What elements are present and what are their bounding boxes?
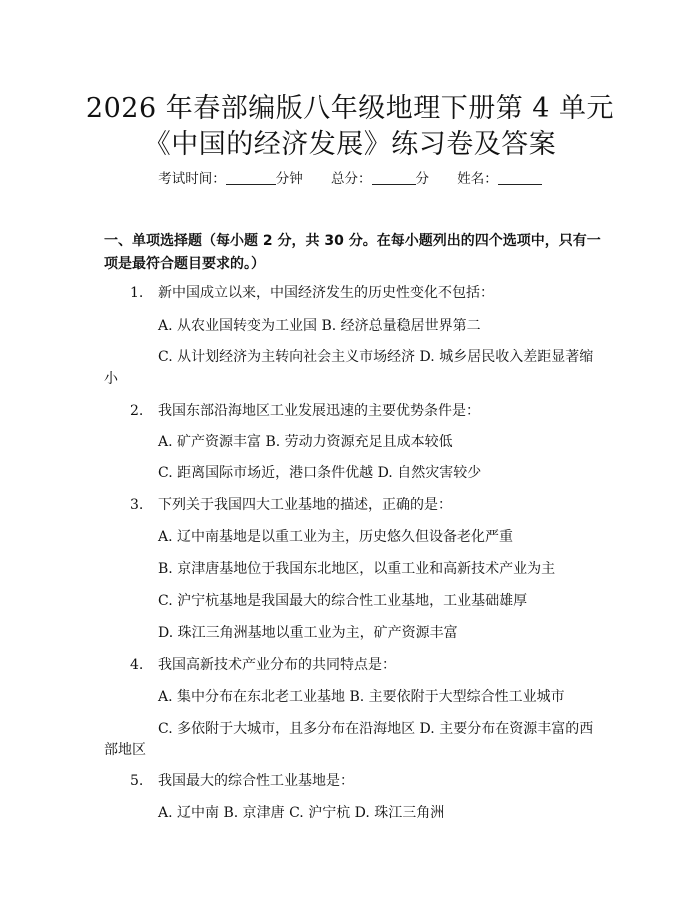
student-name-blank xyxy=(498,171,542,185)
question-4-options-row-1: A. 集中分布在东北老工业基地 B. 主要依附于大型综合性工业城市 xyxy=(158,689,565,705)
question-3-option-a: A. 辽中南基地是以重工业为主，历史悠久但设备老化严重 xyxy=(158,529,514,545)
student-name-field xyxy=(457,171,542,187)
exam-info-bar xyxy=(0,167,700,187)
question-number: 4. xyxy=(130,657,144,673)
total-score-unit: 分 xyxy=(415,171,429,187)
question-1 xyxy=(130,282,494,302)
question-3 xyxy=(130,494,452,514)
exam-time-unit: 分钟 xyxy=(275,171,303,187)
question-5 xyxy=(130,770,354,790)
page-title-line-2: 《中国的经济发展》练习卷及答案 xyxy=(143,129,557,160)
question-number: 2. xyxy=(130,403,144,419)
question-5-options-row-1: A. 辽中南 B. 京津唐 C. 沪宁杭 D. 珠江三角洲 xyxy=(158,805,445,821)
question-number: 3. xyxy=(130,497,144,513)
question-4-options-continuation: 部地区 xyxy=(104,742,146,758)
page-title-line-1: 2026 年春部编版八年级地理下册第 4 单元 xyxy=(85,93,615,124)
total-score-label: 总分： xyxy=(331,171,372,187)
question-stem: 新中国成立以来，中国经济发生的历史性变化不包括： xyxy=(158,285,494,301)
question-1-options-row-2: C. 从计划经济为主转向社会主义市场经济 D. 城乡居民收入差距显著缩 xyxy=(158,349,594,365)
question-3-option-b: B. 京津唐基地位于我国东北地区，以重工业和高新技术产业为主 xyxy=(158,561,556,577)
exam-time-blank xyxy=(226,171,276,185)
question-stem: 我国东部沿海地区工业发展迅速的主要优势条件是： xyxy=(158,403,480,419)
exam-time-label: 考试时间： xyxy=(158,171,226,187)
question-1-options-row-1: A. 从农业国转变为工业国 B. 经济总量稳居世界第二 xyxy=(158,318,481,334)
question-stem: 我国最大的综合性工业基地是： xyxy=(158,773,354,789)
student-name-label: 姓名： xyxy=(457,171,498,187)
question-number: 1. xyxy=(130,285,144,301)
question-4 xyxy=(130,654,396,674)
question-2-options-row-2: C. 距离国际市场近，港口条件优越 D. 自然灾害较少 xyxy=(158,465,482,481)
question-3-option-c: C. 沪宁杭基地是我国最大的综合性工业基地，工业基础雄厚 xyxy=(158,593,528,609)
question-2-options-row-1: A. 矿产资源丰富 B. 劳动力资源充足且成本较低 xyxy=(158,434,453,450)
section-heading: 一、单项选择题（每小题 2 分，共 30 分。在每小题列出的四个选项中，只有一项是最符合题目要求的。） xyxy=(104,233,601,272)
question-3-option-d: D. 珠江三角洲基地以重工业为主，矿产资源丰富 xyxy=(158,625,458,641)
exam-time-field xyxy=(158,171,307,187)
question-1-options-continuation: 小 xyxy=(104,371,118,387)
question-2 xyxy=(130,400,480,420)
question-4-options-row-2: C. 多依附于大城市，且多分布在沿海地区 D. 主要分布在资源丰富的西 xyxy=(158,721,594,737)
total-score-blank xyxy=(372,171,416,185)
question-number: 5. xyxy=(130,773,144,789)
total-score-field xyxy=(331,171,433,187)
question-stem: 我国高新技术产业分布的共同特点是： xyxy=(158,657,396,673)
question-stem: 下列关于我国四大工业基地的描述，正确的是： xyxy=(158,497,452,513)
